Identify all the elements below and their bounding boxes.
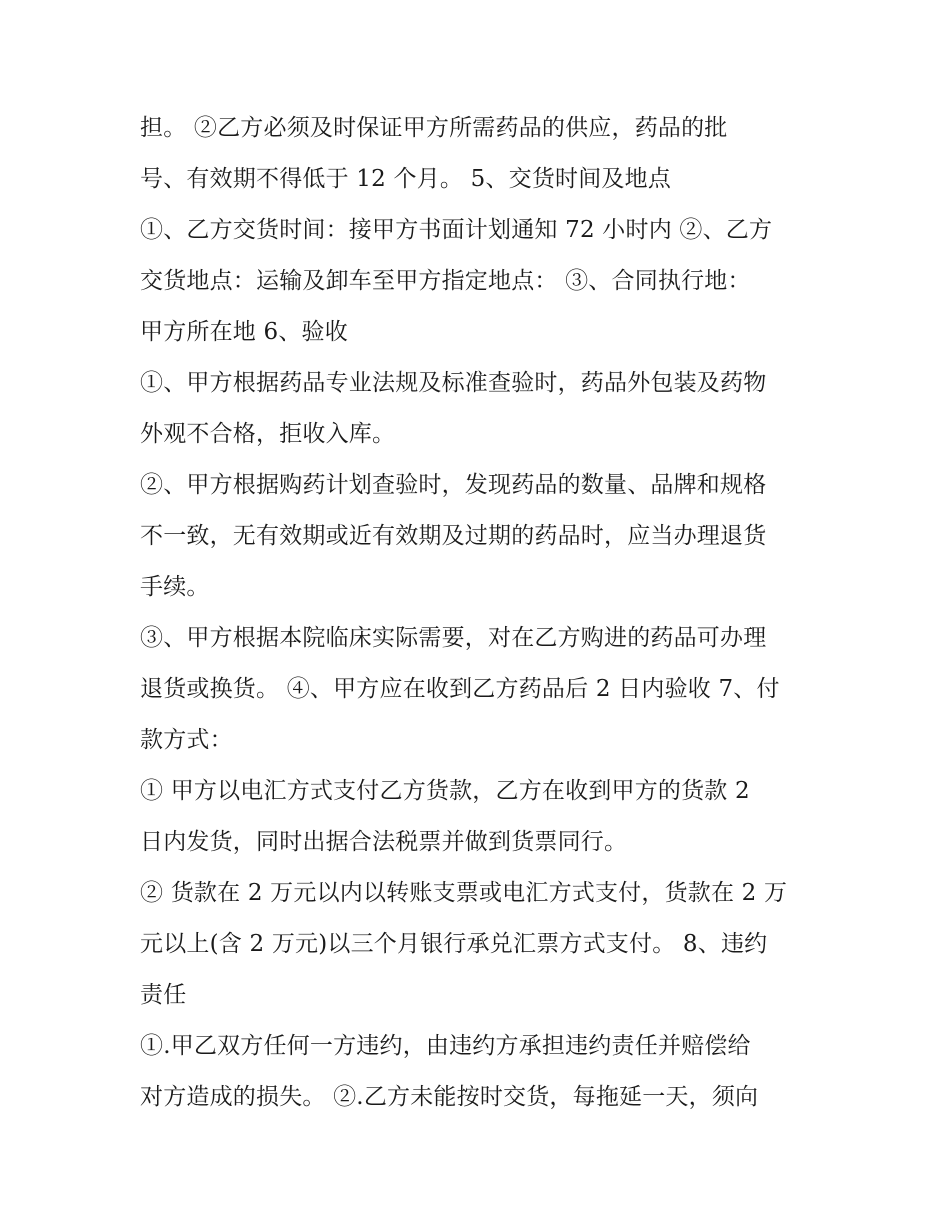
text-line: ②、甲方根据购药计划查验时，发现药品的数量、品牌和规格 [140, 472, 767, 498]
text-line: 责任 [140, 982, 187, 1008]
text-line: 款方式： [140, 727, 233, 753]
text-line: 号、有效期不得低于 12 个月。 5、交货时间及地点 [140, 166, 672, 192]
text-line: 交货地点：运输及卸车至甲方指定地点： ③、合同执行地： [140, 268, 751, 294]
text-line: ①.甲乙双方任何一方违约，由违约方承担违约责任并赔偿给 [140, 1033, 751, 1059]
text-line: ② 货款在 2 万元以内以转账支票或电汇方式支付，货款在 2 万 [140, 880, 788, 906]
text-line: 外观不合格，拒收入库。 [140, 421, 396, 447]
text-line: 日内发货，同时出据合法税票并做到货票同行。 [140, 829, 628, 855]
text-line: 退货或换货。 ④、甲方应在收到乙方药品后 2 日内验收 7、付 [140, 676, 780, 702]
text-line: 对方造成的损失。 ②.乙方未能按时交货，每拖延一天，须向 [140, 1084, 759, 1110]
text-line: ①、甲方根据药品专业法规及标准查验时，药品外包装及药物 [140, 370, 767, 396]
text-line: 甲方所在地 6、验收 [140, 319, 348, 345]
text-line: 不一致，无有效期或近有效期及过期的药品时，应当办理退货 [140, 523, 767, 549]
text-line: ① 甲方以电汇方式支付乙方货款，乙方在收到甲方的货款 2 [140, 778, 750, 804]
text-line: 手续。 [140, 574, 210, 600]
text-line: ③、甲方根据本院临床实际需要，对在乙方购进的药品可办理 [140, 625, 767, 651]
text-line: 元以上(含 2 万元)以三个月银行承兑汇票方式支付。 8、违约 [140, 931, 768, 957]
text-line: ①、乙方交货时间：接甲方书面计划通知 72 小时内 ②、乙方 [140, 217, 773, 243]
contract-text-body [140, 103, 830, 1123]
text-line: 担。 ②乙方必须及时保证甲方所需药品的供应，药品的批 [140, 115, 728, 141]
